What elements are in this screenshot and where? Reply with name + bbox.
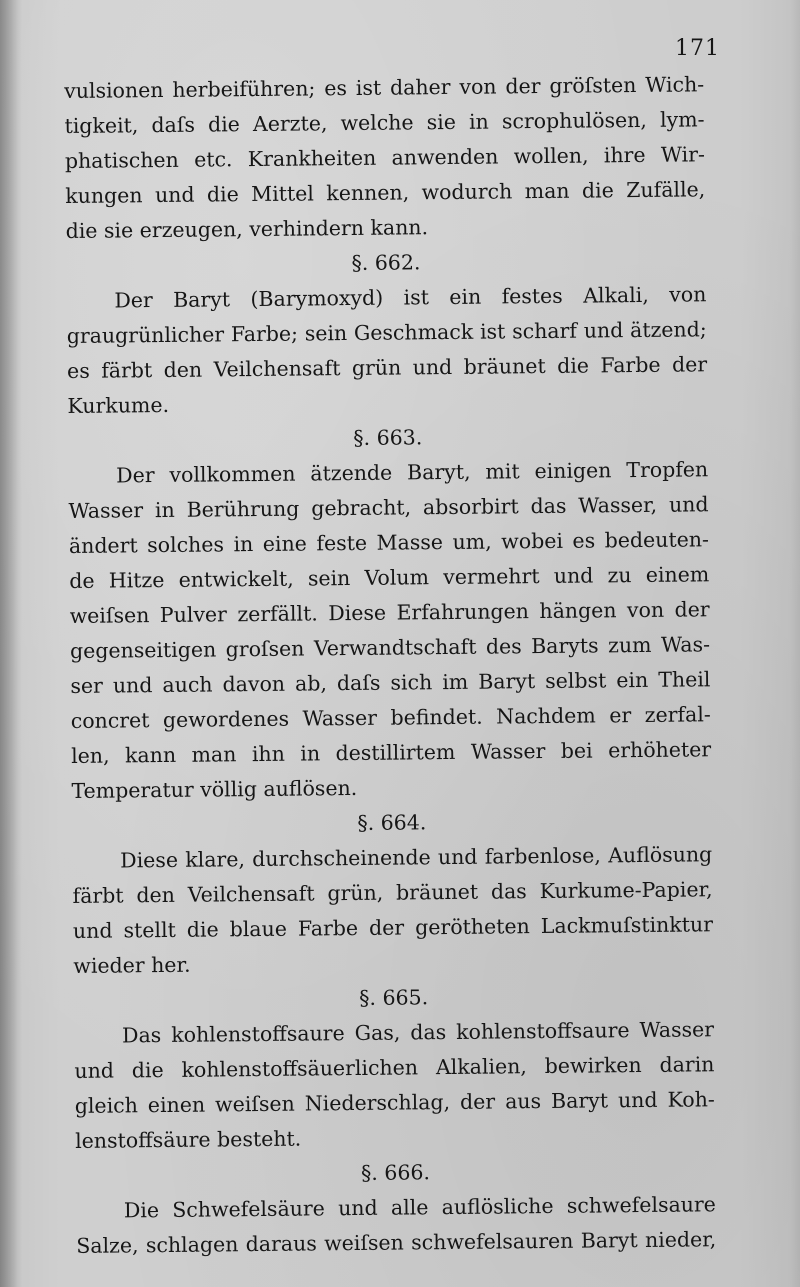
text-line: de Hitze entwickelt, sein Volum vermehrt und zu einem (69, 562, 710, 593)
text-line: und die kohlenstoffsäuerlichen Alkalien, bewirken darin (74, 1052, 715, 1083)
text-line: lenstoffsäure besteht. (75, 1126, 302, 1153)
section-heading-663: §. 663. (353, 425, 423, 450)
text-line: Das kohlenstoffsaure Gas, das kohlenstoffsaure Wasser (121, 1017, 715, 1048)
text-line: Der Baryt (Barymoxyd) ist ein festes Alkali, von (114, 282, 707, 313)
page-number: 171 (675, 36, 720, 61)
text-line: ser und auch davon ab, daſs sich im Baryt selbst ein Theil (70, 667, 711, 698)
text-line: graugrünlicher Farbe; sein Geschmack ist scharf und ätzend; (66, 317, 707, 348)
page-gutter-shadow (0, 0, 22, 1287)
text-line: kungen und die Mittel kennen, wodurch man die Zufälle, (65, 177, 706, 208)
text-line: gleich einen weiſsen Niederschlag, der aus Baryt und Koh- (74, 1087, 715, 1118)
body-text (64, 67, 716, 1264)
section-heading-664: §. 664. (357, 810, 427, 835)
text-line: Der vollkommen ätzende Baryt, mit einigen Tropfen (116, 457, 709, 488)
text-line: vulsionen herbeiführen; es ist daher von der gröſsten Wich- (64, 72, 705, 103)
paragraph-665 (74, 1012, 715, 1159)
text-line: gegenseitigen groſsen Verwandtschaft des Baryts zum Was- (69, 632, 711, 663)
section-heading-662: §. 662. (351, 250, 421, 275)
text-line: Temperatur völlig auflösen. (71, 775, 358, 803)
section-heading-666: §. 666. (360, 1160, 431, 1185)
section-heading-665: §. 665. (359, 985, 429, 1010)
text-line: Diese klare, durchscheinende und farbenlose, Auflösung (120, 842, 713, 873)
text-line: Die Schwefelsäure und alle auflösliche schwefelsaure (123, 1192, 716, 1223)
text-line: Salze, schlagen daraus weiſsen schwefelsauren Baryt nieder, (76, 1227, 717, 1258)
paragraph-666 (76, 1187, 717, 1264)
text-line: ändert solches in eine feste Masse um, wobei es bedeuten- (68, 527, 710, 558)
text-line: wieder her. (73, 952, 191, 978)
text-line: Kurkume. (67, 392, 170, 418)
text-line: tigkeit, daſs die Aerzte, welche sie in scrophulösen, lym- (64, 107, 705, 138)
paragraph-662 (66, 277, 707, 424)
text-line: es färbt den Veilchensaft grün und bräunet die Farbe der (66, 352, 708, 383)
text-line: die sie erzeugen, verhindern kann. (65, 215, 429, 243)
paragraph-663 (68, 452, 712, 809)
text-line: len, kann man ihn in destillirtem Wasser bei erhöheter (71, 737, 712, 768)
text-line: concret gewordenes Wasser befindet. Nachdem er zerfal- (70, 702, 711, 733)
text-line: färbt den Veilchensaft grün, bräunet das Kurkume-Papier, (72, 877, 713, 908)
text-line: weiſsen Pulver zerfällt. Diese Erfahrungen hängen von der (69, 597, 710, 628)
paragraph-664 (72, 837, 713, 984)
text-line: phatischen etc. Krankheiten anwenden wollen, ihre Wir- (64, 142, 706, 173)
text-line: Wasser in Berührung gebracht, absorbirt das Wasser, und (68, 492, 709, 523)
intro-paragraph (64, 67, 706, 249)
text-line: und stellt die blaue Farbe der gerötheten Lackmuſstinktur (72, 912, 714, 943)
